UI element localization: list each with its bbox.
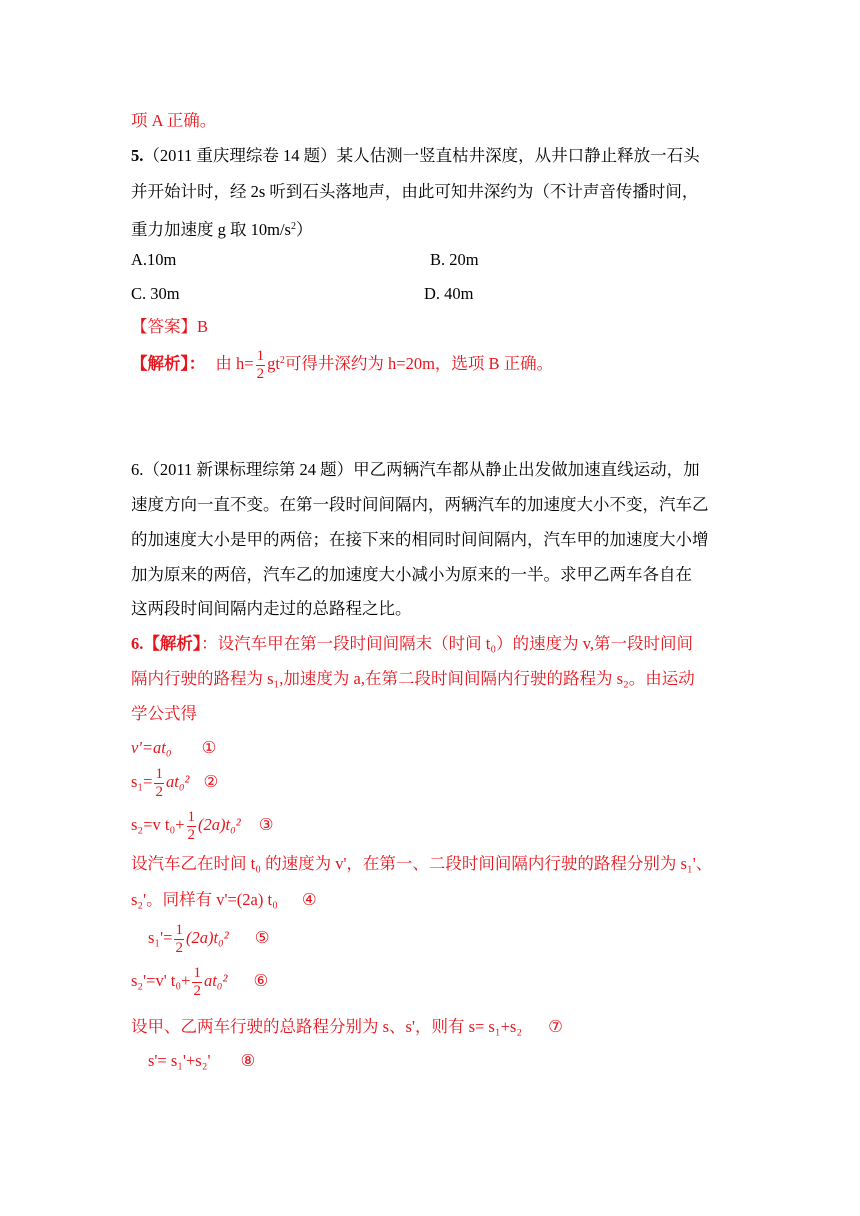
equation-7: 设甲、乙两车行驶的总路程分别为 s、s'，则有 s= s₁+s₂ ⑦ [131, 1017, 563, 1036]
q6-line-4: 加为原来的两倍，汽车乙的加速度大小减小为原来的一半。求甲乙两车各自在 [131, 565, 692, 584]
equation-5: s₁'= $\frac{1}{2}$ (2a)t₀² ⑤ [148, 921, 270, 956]
q5-line-1: 5.（2011 重庆理综卷 14 题）某人估测一竖直枯井深度，从井口静止释放一石头 [131, 146, 700, 165]
q5-analysis: 【解析】： 由 h= $\frac{1}{2}$ $gt^2$可得井深约为 h=20m，选项 B 正确。 [131, 347, 554, 382]
q5-number: 5. [131, 146, 144, 165]
q6-solution-line-3: 学公式得 [131, 704, 197, 723]
fraction-half: $\frac{1}{2}$ [256, 347, 265, 382]
q6-line-5: 这两段时间间隔内走过的总路程之比。 [131, 599, 412, 618]
q6-line-2: 速度方向一直不变。在第一段时间间隔内，两辆汽车的加速度大小不变，汽车乙 [131, 495, 709, 514]
equation-1: v'=at₀ ① [131, 738, 217, 757]
q5-line-3: 重力加速度 g 取 $10m/s^2$） [131, 220, 313, 239]
q6-middle-line-1: 设汽车乙在时间 t₀ 的速度为 v'，在第一、二段时间间隔内行驶的路程分别为 s₁'、 [131, 854, 713, 873]
equation-2: s₁= $\frac{1}{2}$ at₀² ② [131, 765, 219, 800]
q5-line-2: 并开始计时，经 2s 听到石头落地声，由此可知井深约为（不计声音传播时间， [131, 182, 699, 201]
q6-line-3: 的加速度大小是甲的两倍；在接下来的相同时间间隔内，汽车甲的加速度大小增 [131, 530, 709, 549]
q5-option-c: C. 30m [131, 284, 180, 303]
q5-option-b: B. 20m [430, 250, 479, 269]
q6-solution-line-1: 6.【解析】：设汽车甲在第一段时间间隔末（时间 t₀）的速度为 v,第一段时间间 [131, 634, 694, 653]
q5-option-d: D. 40m [424, 284, 474, 303]
q6-solution-line-2: 隔内行驶的路程为 s₁,加速度为 a,在第二段时间间隔内行驶的路程为 s₂。由运动 [131, 669, 695, 688]
equation-3: s₂=v t₀+ $\frac{1}{2}$ (2a)t₀² ③ [131, 808, 274, 843]
q5-answer: 【答案】B [131, 317, 209, 336]
q4-tail: 项 A 正确。 [131, 111, 217, 130]
q6-middle-line-2: s₂'。同样有 v'=(2a) t₀ ④ [131, 890, 317, 909]
q6-line-1: 6.（2011 新课标理综第 24 题）甲乙两辆汽车都从静止出发做加速直线运动，加 [131, 460, 700, 479]
equation-6: s₂'=v' t₀+ $\frac{1}{2}$ at₀² ⑥ [131, 964, 269, 999]
equation-8: s'= s₁'+s₂' ⑧ [148, 1051, 256, 1070]
q5-option-a: A.10m [131, 250, 177, 269]
